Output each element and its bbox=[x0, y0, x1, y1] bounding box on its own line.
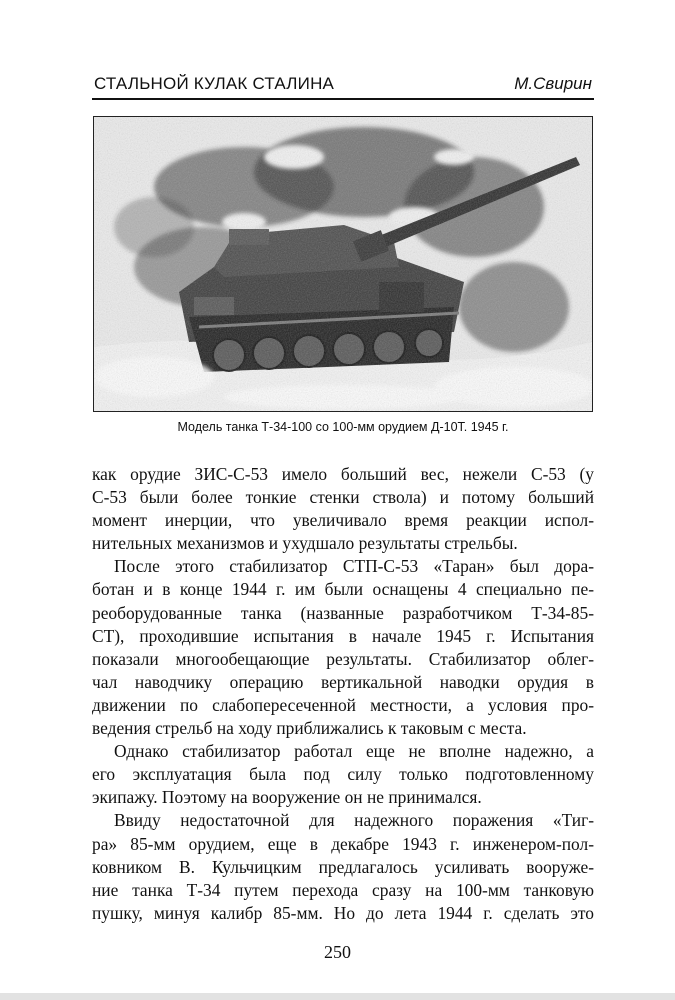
text-line: С-53 были более тонкие стенки ствола) и потому больший bbox=[92, 487, 594, 508]
text-line: СТ), проходившие испытания в начале 1945 г. Испытания bbox=[92, 625, 594, 646]
body-text bbox=[92, 463, 594, 925]
paragraph bbox=[92, 555, 594, 740]
text-line: пушку, минуя калибр 85-мм. Но до лета 1944 г. сделать это bbox=[92, 902, 594, 923]
text-line: чал наводчику операцию вертикальной наводки орудия в bbox=[92, 671, 594, 692]
book-title: СТАЛЬНОЙ КУЛАК СТАЛИНА bbox=[94, 74, 335, 93]
paragraph bbox=[92, 809, 594, 924]
text-line: как орудие ЗИС-С-53 имело больший вес, нежели С-53 (у bbox=[92, 464, 594, 484]
scan-edge bbox=[0, 993, 675, 1000]
figure-caption: Модель танка Т-34-100 со 100-мм орудием Д-10Т. 1945 г. bbox=[177, 420, 509, 434]
text-line: показали многообещающие результаты. Стабилизатор облег- bbox=[92, 648, 594, 669]
text-line: реоборудованные танка (названные разработчиком Т-34-85- bbox=[92, 602, 594, 623]
text-line: ковником В. Кульчицким предлагалось усиливать вооруже- bbox=[92, 856, 594, 877]
text-line: ботан и в конце 1944 г. им были оснащены 4 специально пе- bbox=[92, 579, 594, 600]
text-line: ра» 85-мм орудием, еще в декабре 1943 г. инженером-пол- bbox=[92, 833, 594, 854]
tank-photo bbox=[93, 116, 593, 412]
text-line: его эксплуатация была под силу только подготовленному bbox=[92, 764, 594, 785]
text-line: Однако стабилизатор работал еще не вполне надежно, а bbox=[114, 741, 594, 762]
text-line: Ввиду недостаточной для надежного поражения «Тиг- bbox=[114, 810, 594, 831]
text-line: момент инерции, что увеличивало время реакции испол- bbox=[92, 510, 594, 531]
paragraph bbox=[92, 463, 594, 555]
text-line: экипажу. Поэтому на вооружение он не принимался. bbox=[92, 787, 482, 808]
text-line: ведения стрельб на ходу приближались к таковым с места. bbox=[92, 718, 527, 739]
text-line: нительных механизмов и ухудшало результаты стрельбы. bbox=[92, 533, 518, 554]
text-line: После этого стабилизатор СТП-С-53 «Таран» был дора- bbox=[114, 556, 594, 577]
author-name: М.Свирин bbox=[514, 74, 592, 93]
page-number: 250 bbox=[324, 942, 351, 962]
paragraph bbox=[92, 740, 594, 809]
text-line: ние танка Т-34 путем перехода сразу на 100-мм танковую bbox=[92, 879, 594, 900]
running-header bbox=[92, 70, 594, 100]
text-line: движении по слабопересеченной местности, а условия про- bbox=[92, 694, 594, 715]
